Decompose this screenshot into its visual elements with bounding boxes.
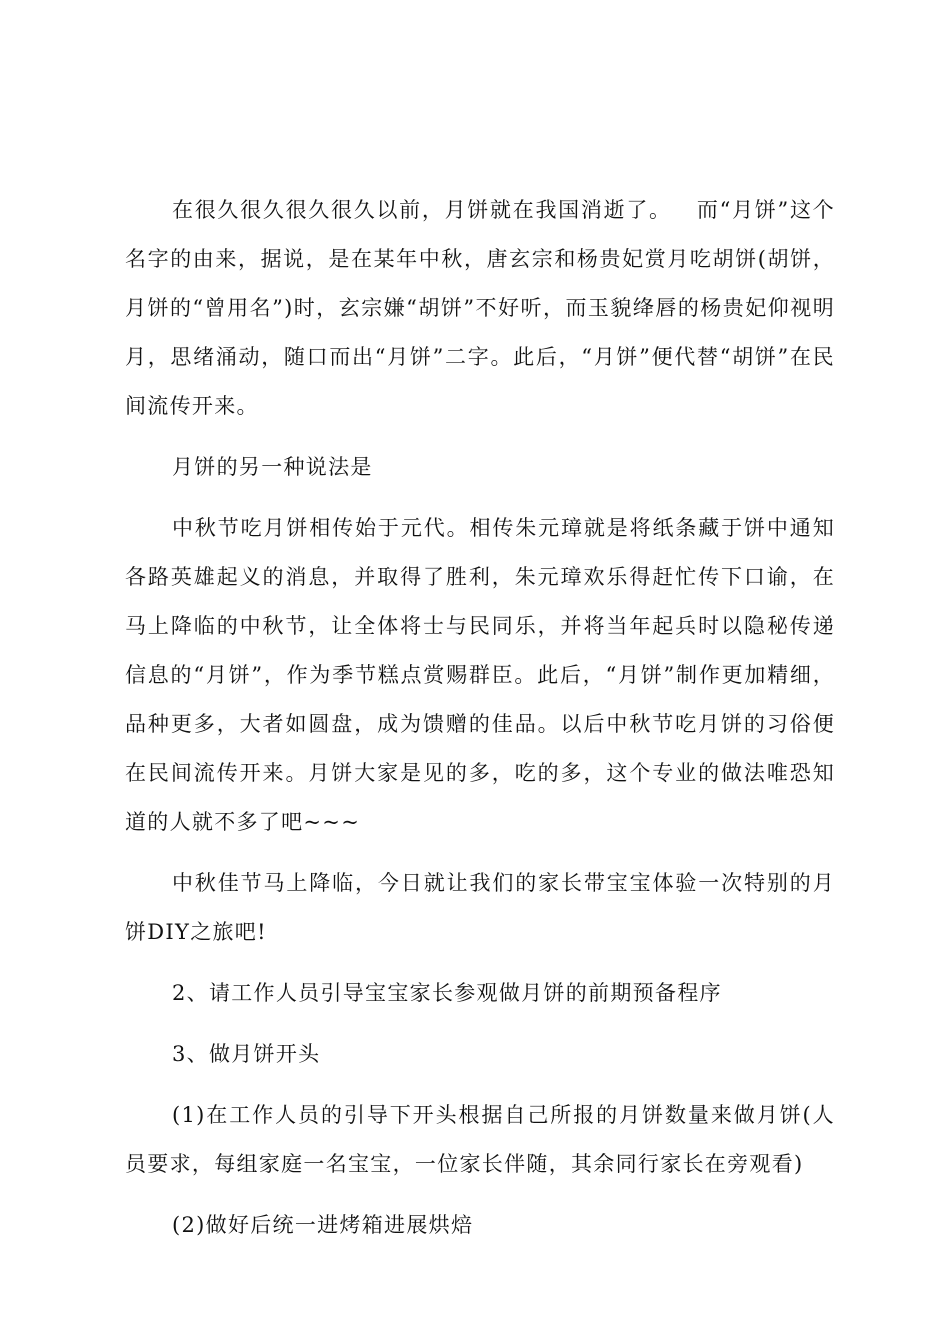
paragraph-diy-intro: 中秋佳节马上降临，今日就让我们的家长带宝宝体验一次特别的月饼DIY之旅吧! xyxy=(125,871,835,944)
document-body xyxy=(125,186,835,1262)
paragraph-another-version: 月饼的另一种说法是 xyxy=(172,455,373,479)
paragraph-yuan-dynasty: 中秋节吃月饼相传始于元代。相传朱元璋就是将纸条藏于饼中通知各路英雄起义的消息，并取得了胜利，朱元璋欢乐得赶忙传下口谕，在马上降临的中秋节，让全体将士与民同乐，并将当年起兵时以隐秘传递信息的“月饼”，作为季节糕点赏赐群臣。此后，“月饼”制作更加精细，品种更多，大者如圆盘，成为馈赠的佳品。以后中秋节吃月饼的习俗便在民间流传开来。月饼大家是见的多，吃的多，这个专业的做法唯恐知道的人就不多了吧~~~ xyxy=(125,516,835,834)
paragraph-step-3-2: (2)做好后统一进烤箱进展烘焙 xyxy=(172,1213,474,1237)
paragraph-step-3-1: (1)在工作人员的引导下开头根据自己所报的月饼数量来做月饼(人员要求，每组家庭一名宝宝，一位家长伴随，其余同行家长在旁观看) xyxy=(125,1103,835,1176)
paragraph-step-3: 3、做月饼开头 xyxy=(172,1042,321,1066)
paragraph-origin-story: 在很久很久很久很久以前，月饼就在我国消逝了。 而“月饼”这个名字的由来，据说，是在某年中秋，唐玄宗和杨贵妃赏月吃胡饼(胡饼，月饼的“曾用名”)时，玄宗嫌“胡饼”不好听，而玉貌绛唇的杨贵妃仰视明月，思绪涌动，随口而出“月饼”二字。此后，“月饼”便代替“胡饼”在民间流传开来。 xyxy=(125,198,835,418)
paragraph-step-2: 2、请工作人员引导宝宝家长参观做月饼的前期预备程序 xyxy=(172,981,722,1005)
